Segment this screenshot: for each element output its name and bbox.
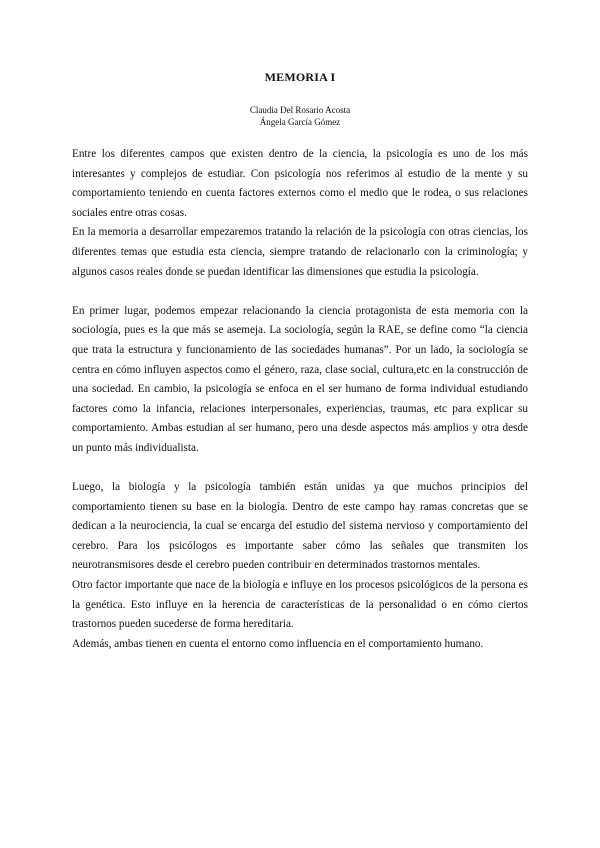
body-paragraph: En la memoria a desarrollar empezaremos tratando la relación de la psicología con otras ciencias, los diferentes temas que estudia esta ciencia, siempre tratando de relacionarlo con la criminología; y algunos casos reales donde se puedan identificar las dimensiones que estudia la psicología. [72, 226, 528, 278]
body-paragraph: En primer lugar, podemos empezar relacionando la ciencia protagonista de esta memoria con la sociología, pues es la que más se asemeja. La sociología, según la RAE, se define como “la ciencia que trata la estructura y funcionamiento de las sociedades humanas”. Por un lado, la sociología se centra en cómo influyen aspectos como el género, raza, clase social, cultura,etc en la construcción de una sociedad. En cambio, la psicología se enfoca en el ser humano de forma individual estudiando factores como la infancia, relaciones interpersonales, experiencias, traumas, etc para explicar su comportamiento. Ambas estudian al ser humano, pero una desde aspectos más amplios y otra desde un punto más individualista. [72, 304, 528, 454]
document-body [72, 145, 528, 654]
body-paragraph: Además, ambas tienen en cuenta el entorno como influencia en el comportamiento humano. [72, 637, 484, 650]
author-list [0, 104, 600, 128]
document-title: MEMORIA I [264, 70, 336, 84]
paragraph-spacer [72, 282, 528, 302]
body-paragraph: Entre los diferentes campos que existen dentro de la ciencia, la psicología es uno de los más interesantes y complejos de estudiar. Con psicología nos referimos al estudio de la mente y su comportamiento teniendo en cuenta factores externos como el medio que le rodea, o sus relaciones sociales entre otras cosas. [72, 148, 528, 219]
author-name: Claudia Del Rosario Acosta [249, 105, 351, 115]
paragraph-spacer [72, 459, 528, 479]
body-paragraph: Luego, la biología y la psicología también están unidas ya que muchos principios del comportamiento tienen su base en la biología. Dentro de este campo hay ramas concretas que se dedican a la neurociencia, la cual se encarga del estudio del sistema nervioso y comportamiento del cerebro. Para los psicólogos es importante saber cómo las señales que transmiten los neurotransmisores desde el cerebro pueden contribuir en determinados trastornos mentales. [72, 481, 528, 572]
body-paragraph: Otro factor importante que nace de la biología e influye en los procesos psicológicos de la persona es la genética. Esto influye en la herencia de características de la personalidad o en cómo ciertos trastornos pueden sucederse de forma hereditaria. [72, 579, 528, 631]
author-name: Ángela García Gómez [259, 117, 341, 127]
